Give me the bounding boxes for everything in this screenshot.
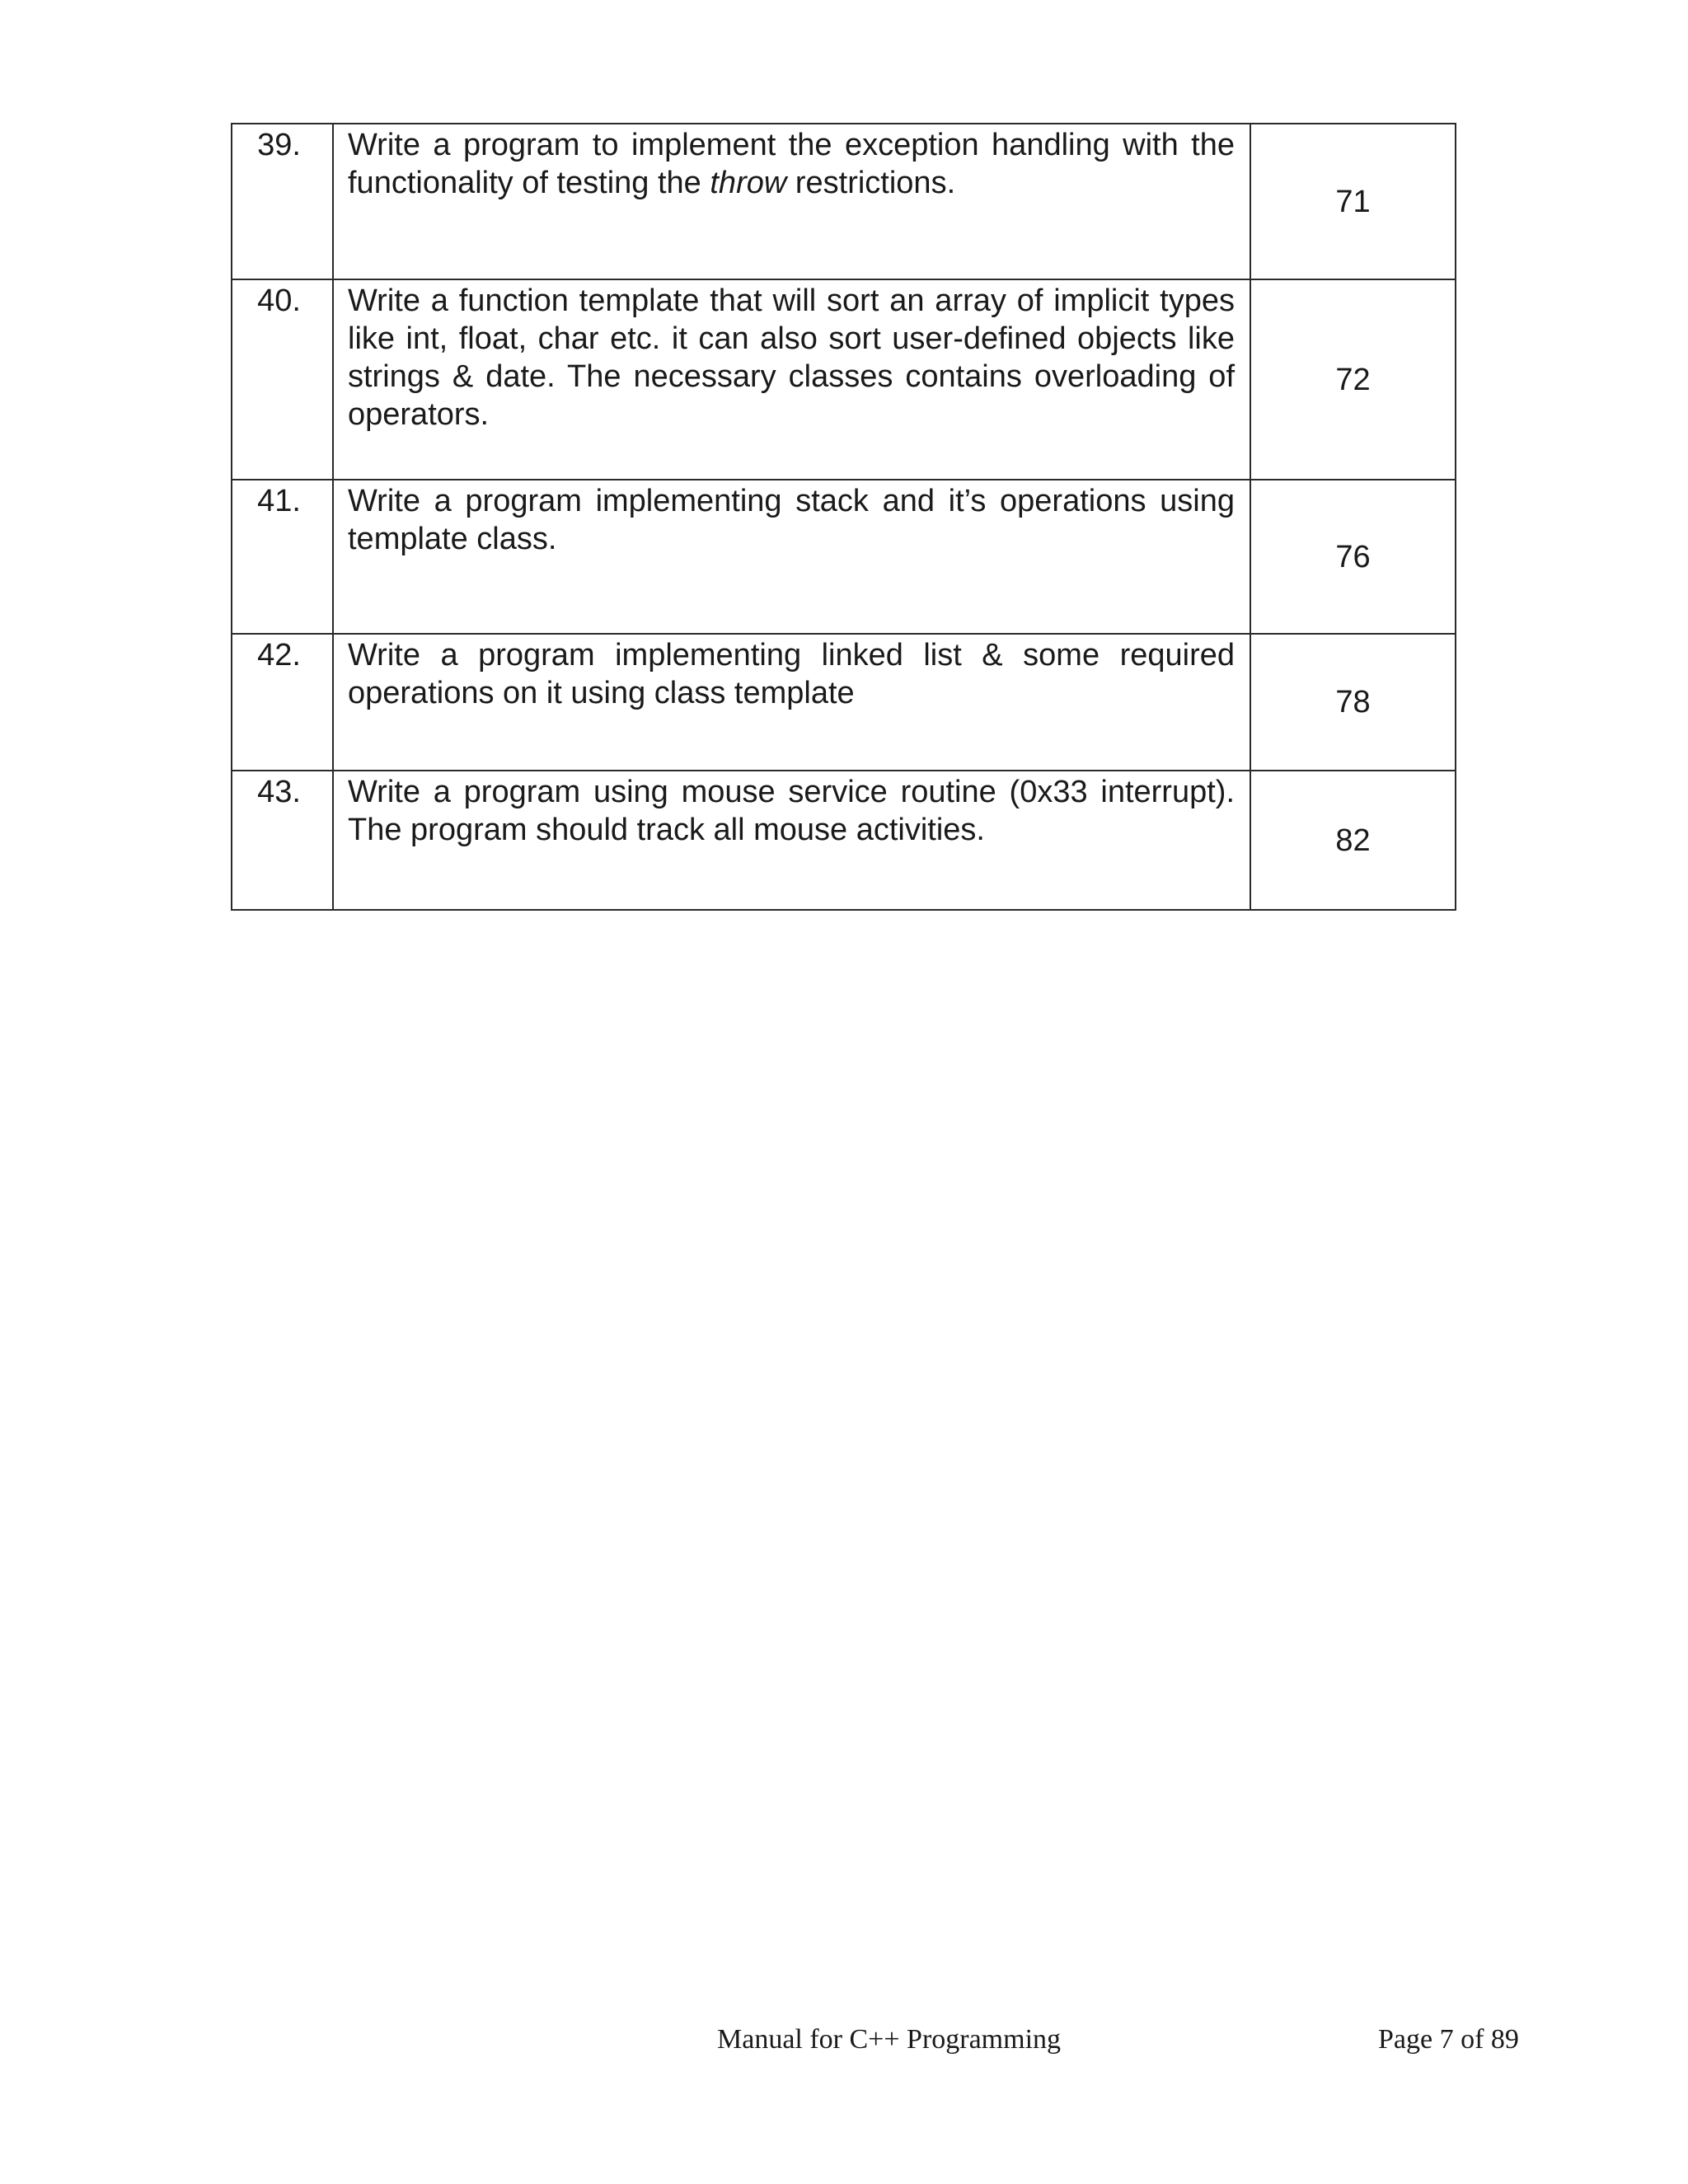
row-description (333, 771, 1250, 910)
row-page-number: 76 (1250, 480, 1456, 634)
row-description (333, 480, 1250, 634)
table-row (232, 279, 1456, 480)
row-description (333, 124, 1250, 279)
description-text: Write a program using mouse service routine (0x33 interrupt). The program should track all mouse activities. (348, 775, 1235, 847)
row-number: 43. (232, 771, 333, 910)
row-number: 40. (232, 279, 333, 480)
contents-table (231, 123, 1456, 911)
table-row (232, 634, 1456, 771)
row-number: 42. (232, 634, 333, 771)
table-row (232, 480, 1456, 634)
table-row (232, 771, 1456, 910)
description-text: Write a program implementing linked list & some required operations on it using class template (348, 638, 1235, 710)
description-text: Write a program implementing stack and it’s operations using template class. (348, 484, 1235, 556)
row-page-number: 71 (1250, 124, 1456, 279)
row-number: 39. (232, 124, 333, 279)
row-page-number: 82 (1250, 771, 1456, 910)
description-text: Write a program to implement the exception handling with the functionality of testing the (348, 128, 1235, 200)
row-page-number: 72 (1250, 279, 1456, 480)
row-number: 41. (232, 480, 333, 634)
description-text: Write a function template that will sort an array of implicit types like int, float, char etc. it can also sort user-defined objects like strings & date. The necessary classes contains overloading of operators. (348, 284, 1235, 432)
description-text-end: restrictions. (786, 166, 956, 200)
row-description (333, 279, 1250, 480)
description-emphasis: throw (710, 166, 787, 200)
row-description (333, 634, 1250, 771)
row-page-number: 78 (1250, 634, 1456, 771)
footer-page-label: Page 7 of 89 (1378, 2024, 1519, 2055)
table-row (232, 124, 1456, 279)
footer-title: Manual for C++ Programming (717, 2024, 1062, 2055)
